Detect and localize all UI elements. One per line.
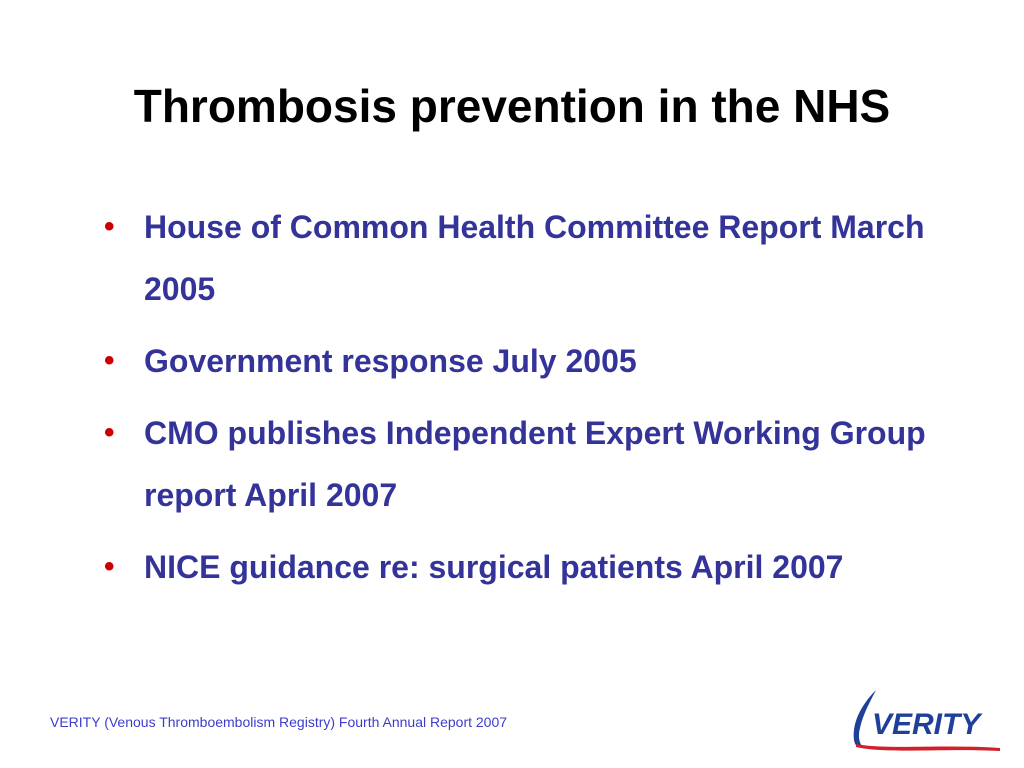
verity-logo-icon <box>846 684 1006 756</box>
bullet-icon: • <box>104 550 115 583</box>
bullet-text: CMO publishes Independent Expert Working Group report April 2007 <box>144 415 926 513</box>
bullet-text: NICE guidance re: surgical patients April 2007 <box>144 549 844 585</box>
bullet-icon: • <box>104 416 115 449</box>
bullet-item <box>104 402 944 526</box>
bullet-icon: • <box>104 344 115 377</box>
logo-text: VERITY <box>872 708 981 741</box>
bullet-item <box>104 196 944 320</box>
bullet-text: House of Common Health Committee Report March 2005 <box>144 209 925 307</box>
bullet-icon: • <box>104 210 115 243</box>
logo-swoosh-red-icon <box>856 744 1000 751</box>
bullet-text: Government response July 2005 <box>144 343 637 379</box>
footer-text: VERITY (Venous Thromboembolism Registry) Fourth Annual Report 2007 <box>50 714 508 730</box>
bullet-item <box>104 536 944 598</box>
bullet-item <box>104 330 944 392</box>
bullet-list <box>104 196 944 608</box>
slide-title: Thrombosis prevention in the NHS <box>133 80 891 132</box>
